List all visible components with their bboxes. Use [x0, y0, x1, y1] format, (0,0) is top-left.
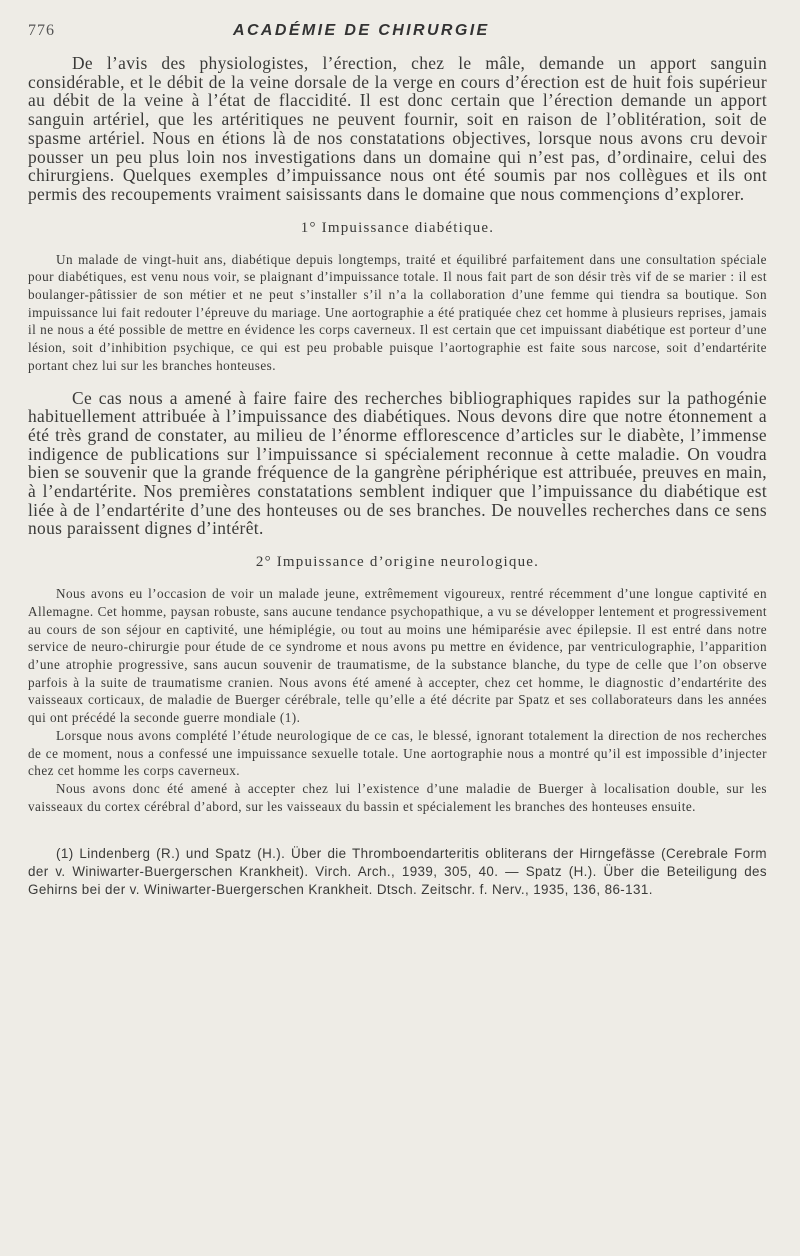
section-heading-diabetic: 1° Impuissance diabétique. [300, 219, 495, 236]
intro-paragraph: De l’avis des physiologistes, l’érection, chez le mâle, demande un apport sanguin considérable, et le débit de la veine dorsale de la verge en cours d’érection est de huit fois supérieur au débit de la veine à l’état de flaccidité. Il est donc certain que l’érection demande un apport sanguin artériel, que les artéritiques ne peuvent fournir, soit en raison de l’oblitération, soit de spasme artériel. Nous en étions là de nos constatations objectives, lorsque nous avons cru devoir pousser un peu plus loin nos investigations dans un domaine qui n’est pas, d’ordinaire, celui des chirurgiens. Quelques exemples d’impuissance nous ont été soumis par nos collègues et ils ont permis des recoupements vraiment saisissants dans le domaine que nous commençions d’explorer. [28, 53, 767, 204]
page-header [28, 22, 767, 54]
case-paragraph-diabetic: Un malade de vingt-huit ans, diabétique depuis longtemps, traité et équilibré parfaitement dans une consultation spéciale pour diabétiques, est venu nous voir, se plaignant d’impuissance totale. Il nous fait part de son désir très vif de se marier : il est boulanger-pâtissier de son métier et ne peut s’installer s’il n’a la collaboration d’une femme qui tiendra sa boutique. Son impuissance lui fait redouter l’épreuve du mariage. Une aortographie a été pratiquée chez cet homme à plusieurs reprises, jamais il ne nous a été possible de mettre en évidence les corps caverneux. Il est certain que cet impuissant diabétique est porteur d’une lésion, soit d’inhibition psychique, ce qui est peu probable puisque l’aortographie est faite sous narcose, soit d’endartérite portant chez lui sur les branches honteuses. [28, 251, 767, 373]
case-paragraph-neuro-2: Lorsque nous avons complété l’étude neurologique de ce cas, le blessé, ignorant totalement la direction de nos recherches de ce moment, nous a confessé une impuissance sexuelle totale. Une aortographie nous a montré qu’il est impossible d’injecter chez cet homme les corps caverneux. [28, 727, 767, 779]
page-number: 776 [28, 22, 55, 39]
footnotes [28, 845, 767, 899]
running-title: ACADÉMIE DE CHIRURGIE [233, 22, 490, 39]
case-paragraph-neuro-1: Nous avons eu l’occasion de voir un malade jeune, extrêmement vigoureux, rentré récemment d’une longue captivité en Allemagne. Cet homme, paysan robuste, sans aucune tendance psychopathique, a vu se développer lentement et progressivement au cours de son séjour en captivité, une hémiplégie, ou tout au moins une hémiparésie avec épilepsie. Il est entré dans notre service de neuro-chirurgie pour étude de ce syndrome et nous avons pu mettre en évidence, par ventriculographie, l’apparition d’une atrophie progressive, sans aucun souvenir de traumatisme, de la substance blanche, du type de celle que l’on observe parfois à la suite de traumatisme cranien. Nous avons été amené à accepter, chez cet homme, le diagnostic d’endartérite des vaisseaux corticaux, de maladie de Buerger cérébrale, telle qu’elle a été décrite par Spatz et ses collaborateurs dans les années qui ont précédé la seconde guerre mondiale (1). [28, 586, 767, 726]
case-paragraph-neuro-3: Nous avons donc été amené à accepter chez lui l’existence d’une maladie de Buerger à localisation double, sur les vaisseaux du cortex cérébral d’abord, sur les vaisseaux du bassin et spécialement les branches des honteuses ensuite. [28, 780, 767, 814]
section-heading-neurologic: 2° Impuissance d’origine neurologique. [255, 554, 540, 571]
footnote-1: (1) Lindenberg (R.) und Spatz (H.). Über die Thromboendarteritis obliterans der Hirngefässe (Cerebrale Form der v. Winiwarter-Buergerschen Krankheit). Virch. Arch., 1939, 305, 40. — Spatz (H.). Über die Beteiligung des Gehirns bei der v. Winiwarter-Buergerschen Krankheit. Dtsch. Zeitschr. f. Nerv., 1935, 136, 86-131. [28, 846, 767, 898]
discussion-paragraph: Ce cas nous a amené à faire faire des recherches bibliographiques rapides sur la pathogénie habituellement attribuée à l’impuissance des diabétiques. Nous devons dire que notre étonnement a été très grand de constater, au milieu de l’énorme efflorescence d’articles sur le diabète, l’immense indigence de publications sur l’impuissance si spécialement reconnue à cette maladie. On voudra bien se souvenir que la grande fréquence de la gangrène périphérique est attribuée, preuves en main, à l’endartérite. Nos premières constatations semblent indiquer que l’impuissance du diabétique est liée à de l’endartérite d’une des honteuses ou de ses branches. De nouvelles recherches dans ce sens nous paraissent dignes d’intérêt. [28, 387, 767, 539]
